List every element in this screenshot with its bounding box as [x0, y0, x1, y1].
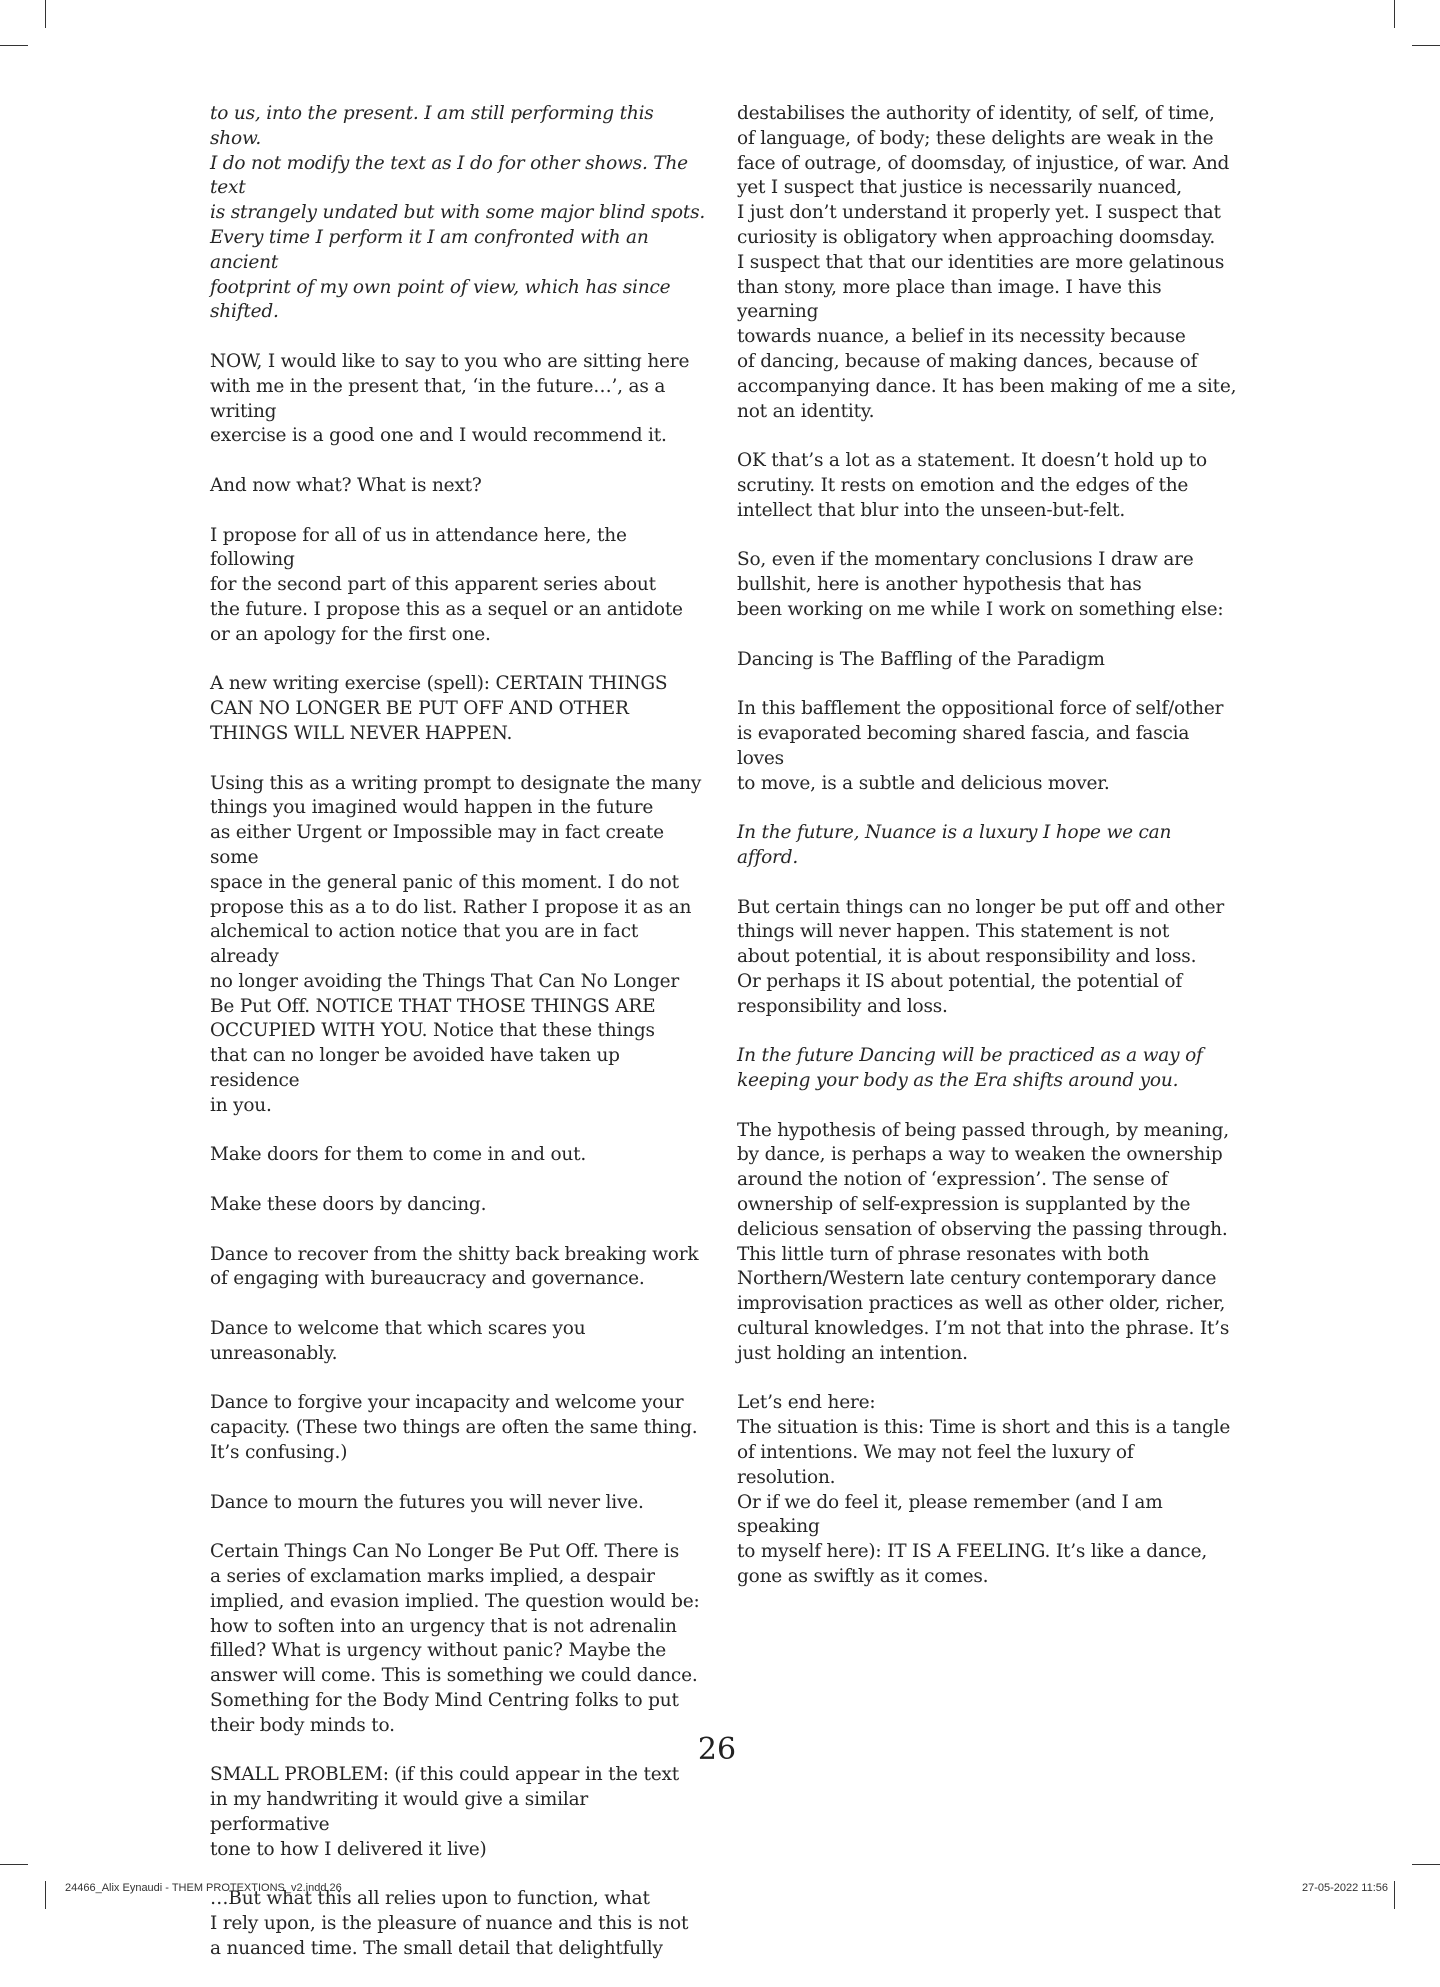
left-text-column: [210, 102, 710, 1987]
page-number: 26: [697, 1732, 737, 1767]
paragraph: NOW, I would like to say to you who are sitting here with me in the present that, ‘in the future…’, as a writing exercise is a good one and I would recommend it.: [210, 350, 690, 447]
paragraph: OK that’s a lot as a statement. It doesn’t hold up to scrutiny. It rests on emotion and the edges of the intellect that blur into the unseen-but-felt.: [737, 450, 1207, 521]
paragraph: Dance to mourn the futures you will never live.: [210, 1491, 644, 1513]
crop-mark-top-right: [1394, 0, 1395, 28]
crop-mark-bottom-left: [45, 1881, 46, 1909]
paragraph: In the future Dancing will be practiced as a way of keeping your body as the Era shifts around you.: [737, 1045, 1203, 1092]
paragraph: …But what this all relies upon to function, what I rely upon, is the pleasure of nuance and this is not a nuanced time. The small detail that delightfully: [210, 1888, 689, 1959]
slug-timestamp: 27-05-2022 11:56: [1301, 1882, 1388, 1894]
paragraph: SMALL PROBLEM: (if this could appear in the text in my handwriting it would give a similar performative tone to how I delivered it live): [210, 1764, 679, 1860]
paragraph: In this bafflement the oppositional force of self/other is evaporated becoming shared fascia, and fascia loves to move, is a subtle and delicious mover.: [737, 698, 1224, 794]
paragraph: to us, into the present. I am still performing this show. I do not modify the text as I do for other shows. The text is strangely undated but with some major blind spots. Every time I perform it I am confronted with an ancient footprint of my own point of view, which has since shifted.: [210, 103, 706, 323]
crop-mark-top-right-horizontal: [1412, 45, 1440, 46]
crop-mark-bottom-right-horizontal: [1412, 1864, 1440, 1865]
paragraph: Using this as a writing prompt to designate the many things you imagined would happen in the future as either Urgent or Impossible may in fact create some space in the general panic of this moment. I do not propose this as a to do list. Rather I propose it as an alchemical to action notice that you are in fact already no longer avoiding the Things That Can No Longer Be Put Off. NOTICE THAT THOSE THINGS ARE OCCUPIED WITH YOU. Notice that these things that can no longer be avoided have taken up residence in you.: [210, 772, 702, 1116]
paragraph: I propose for all of us in attendance here, the following for the second part of this apparent series about the future. I propose this as a sequel or an antidote or an apology for the first one.: [210, 524, 683, 645]
paragraph: Dance to welcome that which scares you unreasonably.: [210, 1318, 586, 1364]
paragraph: So, even if the momentary conclusions I draw are bullshit, here is another hypothesis that has been working on me while I work on something else:: [737, 549, 1224, 620]
paragraph: The hypothesis of being passed through, by meaning, by dance, is perhaps a way to weaken the ownership around the notion of ‘expression’. The sense of ownership of self-expression is supplanted by the delicious sensation of observing the passing through. This little turn of phrase resonates with both Northern/Western late century contemporary dance improvisation practices as well as other older, richer, cultural knowledges. I’m not that into the phrase. It’s just holding an intention.: [737, 1119, 1230, 1364]
paragraph: A new writing exercise (spell): CERTAIN THINGS CAN NO LONGER BE PUT OFF AND OTHER THINGS WILL NEVER HAPPEN.: [210, 673, 668, 744]
paragraph: But certain things can no longer be put off and other things will never happen. This statement is not about potential, it is about responsibility and loss. Or perhaps it IS about potential, the potential of responsibility and loss.: [737, 896, 1224, 1017]
crop-mark-bottom-left-horizontal: [0, 1864, 28, 1865]
paragraph: Dance to recover from the shitty back breaking work of engaging with bureaucracy and governance.: [210, 1243, 699, 1290]
paragraph: Dancing is The Baffling of the Paradigm: [737, 648, 1105, 670]
paragraph: Make doors for them to come in and out.: [210, 1144, 587, 1166]
paragraph: Certain Things Can No Longer Be Put Off. There is a series of exclamation marks implied, a despair implied, and evasion implied. The question would be: how to soften into an urgency that is not adrenalin filled? What is urgency without panic? Maybe the answer will come. This is something we could dance. Something for the Body Mind Centring folks to put their body minds to.: [210, 1541, 700, 1736]
paragraph: destabilises the authority of identity, of self, of time, of language, of body; these delights are weak in the face of outrage, of doomsday, of injustice, of war. And yet I suspect that justice is necessarily nuanced, I just don’t understand it properly yet. I suspect that curiosity is obligatory when approaching doomsday. I suspect that that our identities are more gelatinous than stony, more place than image. I have this yearning towards nuance, a belief in its necessity because of dancing, because of making dances, because of accompanying dance. It has been making of me a site, not an identity.: [737, 103, 1237, 422]
paragraph: And now what? What is next?: [210, 474, 482, 496]
crop-mark-top-left-horizontal: [0, 45, 28, 46]
paragraph: In the future, Nuance is a luxury I hope we can afford.: [737, 822, 1172, 868]
right-text-column: [737, 102, 1237, 1615]
paragraph: Make these doors by dancing.: [210, 1194, 487, 1216]
crop-mark-top-left: [45, 0, 46, 28]
paragraph: Dance to forgive your incapacity and welcome your capacity. (These two things are often the same thing. It’s confusing.): [210, 1392, 698, 1464]
paragraph: Let’s end here: The situation is this: Time is short and this is a tangle of intentions. We may not feel the luxury of resolution. Or if we do feel it, please remember (and I am speaking to myself here): IT IS A FEELING. It’s like a dance, gone as swiftly as it comes.: [737, 1392, 1231, 1588]
slug-file-name: 24466_Alix Eynaudi - THEM PROTEXTIONS_v2.indd 26: [65, 1882, 342, 1894]
crop-mark-bottom-right: [1394, 1881, 1395, 1909]
